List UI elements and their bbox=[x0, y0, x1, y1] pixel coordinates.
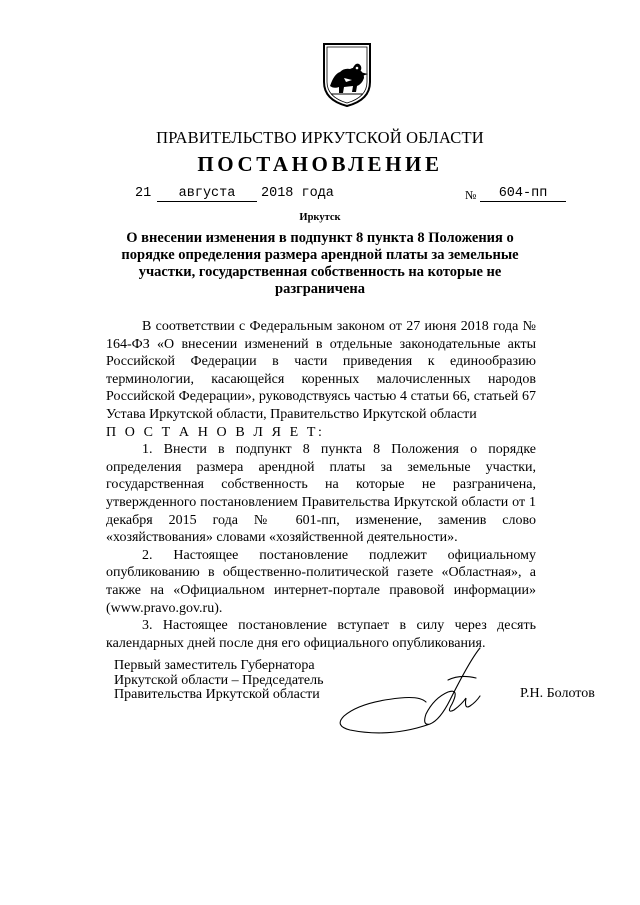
item-2: 2. Настоящее постановление подлежит официальному опубликованию в общественно-политической газете «Областная», а также на «Официальном интернет-портале правовой информации» (www.pravo.gov.ru). bbox=[106, 547, 536, 616]
position-line-3: Правительства Иркутской области bbox=[114, 687, 320, 702]
signatory-name: Р.Н. Болотов bbox=[520, 686, 595, 701]
position-line-1: Первый заместитель Губернатора bbox=[114, 658, 315, 673]
number-sign: № bbox=[465, 188, 477, 202]
item-1: 1. Внести в подпункт 8 пункта 8 Положения о порядке определения размера арендной платы за земельные участки, государственная собственность на которые не разграничена, утвержденного постановлением Правительства Иркутской области от 1 декабря 2015 года № 601-пп, изменение, заменив слово «хозяйствования» словами «хозяйственной деятельности». bbox=[106, 442, 536, 546]
document-number: 604-пп bbox=[480, 186, 566, 202]
decree-word: П О С Т А Н О В Л Я Е Т: bbox=[106, 424, 325, 440]
document-title: О внесении изменения в подпункт 8 пункта 8 Положения о порядке определения размера арендной платы за земельные участки, государственная собственность на которые не разграничена bbox=[121, 230, 519, 297]
signature-icon bbox=[330, 640, 510, 740]
date-day: 21 bbox=[135, 186, 152, 201]
city: Иркутск bbox=[299, 212, 341, 223]
document-type: ПОСТАНОВЛЕНИЕ bbox=[197, 152, 443, 176]
document-body bbox=[106, 318, 536, 652]
date-number-row bbox=[135, 186, 575, 208]
date-month: августа bbox=[157, 186, 257, 202]
item-3: 3. Настоящее постановление вступает в силу через десять календарных дней после дня его официального опубликования. bbox=[106, 618, 536, 651]
position-line-2: Иркутской области – Председатель bbox=[114, 672, 324, 688]
preamble-paragraph: В соответствии с Федеральным законом от 27 июня 2018 года № 164-ФЗ «О внесении изменений в отдельные законодательные акты Российской Федерации в части приведения к единообразию терминологии, касающейся коренных малочисленных народов Российской Федерации», руководствуясь частью 4 статьи 66, статьей 67 Устава Иркутской области, Правительство Иркутской области bbox=[106, 319, 536, 422]
government-name: ПРАВИТЕЛЬСТВО ИРКУТСКОЙ ОБЛАСТИ bbox=[156, 128, 484, 147]
coat-of-arms-icon bbox=[322, 42, 372, 108]
signatory-position bbox=[114, 659, 323, 703]
date-year: 2018 года bbox=[261, 186, 334, 201]
